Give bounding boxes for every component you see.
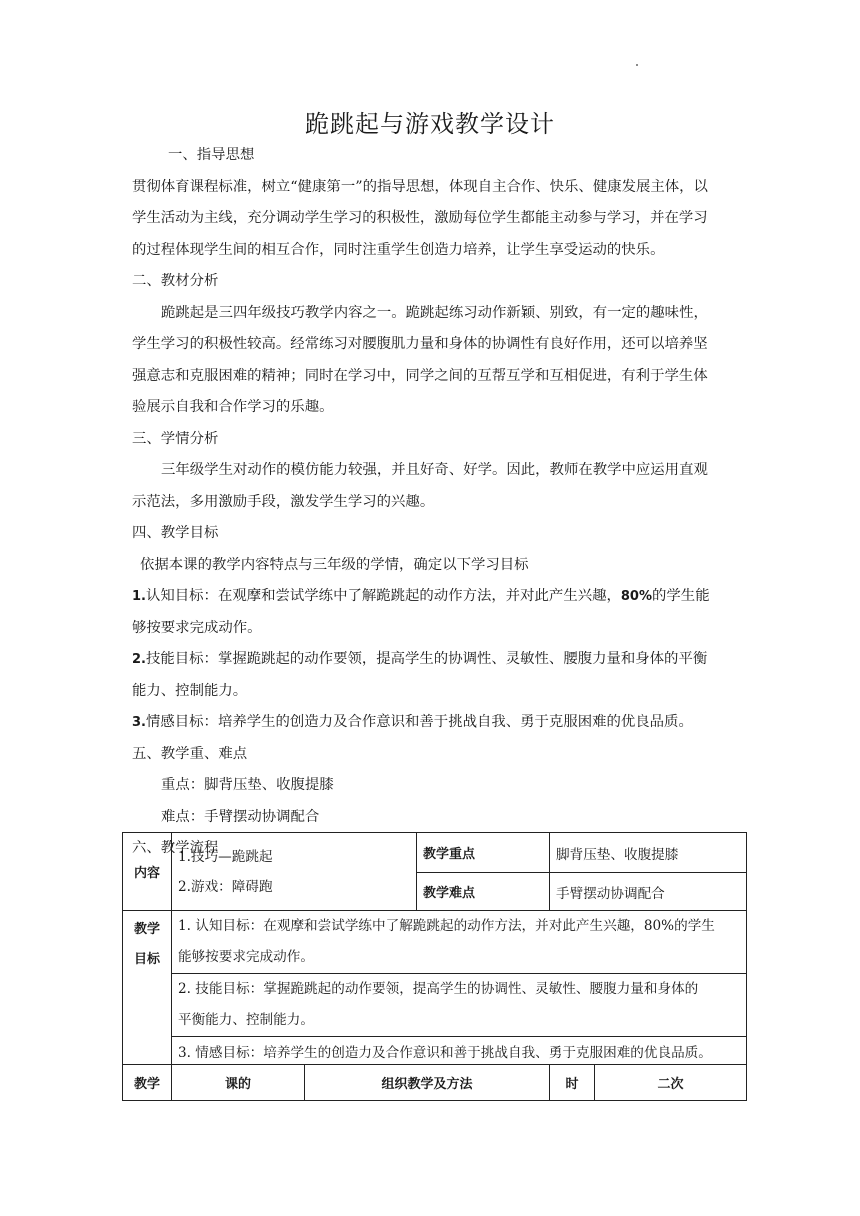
focus-value: 脚背压垫、收腹提膝 — [550, 833, 747, 873]
teaching-flow-table — [122, 832, 747, 1101]
document-body — [132, 140, 738, 865]
table-row — [123, 1065, 747, 1101]
bottom-cell-2: 课的 — [172, 1065, 305, 1101]
section-2-heading: 二、教材分析 — [132, 273, 219, 289]
content-label: 内容 — [123, 833, 172, 911]
section-1-heading: 一、指导思想 — [168, 147, 255, 163]
table-row — [123, 1037, 747, 1065]
goal-line: 平衡能力、控制能力。 — [178, 1012, 314, 1028]
goal-cell-1 — [172, 911, 747, 974]
goal-1-line — [132, 581, 738, 613]
goal-1-number: 1. — [132, 589, 146, 604]
key-point: 重点：脚背压垫、收腹提膝 — [161, 777, 334, 793]
section-1-line: 学生活动为主线，充分调动学生学习的积极性，激励每位学生都能主动参与学习，并在学习 — [132, 210, 708, 226]
section-3-line: 三年级学生对动作的模仿能力较强，并且好奇、好学。因此，教师在教学中应运用直观 — [161, 462, 708, 478]
document-title: 跪跳起与游戏教学设计 — [305, 110, 555, 138]
section-5-heading: 五、教学重、难点 — [132, 745, 248, 762]
section-2-line: 验展示自我和合作学习的乐趣。 — [132, 399, 334, 415]
content-cell — [172, 833, 417, 911]
section-2-line: 强意志和克服困难的精神；同时在学习中，同学之间的互帮互学和互相促进，有利于学生体 — [132, 367, 708, 384]
page-dot — [636, 64, 638, 66]
goal-1-text-b: 的学生能 — [652, 588, 710, 604]
content-item: 2.游戏：障碍跑 — [178, 878, 273, 895]
goal-line: 2. 技能目标：掌握跪跳起的动作要领，提高学生的协调性、灵敏性、腰腹力量和身体的 — [178, 981, 699, 997]
goals-label-line: 目标 — [133, 952, 160, 967]
goal-1-percent: 80% — [620, 589, 653, 604]
section-1-line: 的过程体现学生间的相互合作，同时注重学生创造力培养，让学生享受运动的快乐。 — [132, 241, 665, 258]
section-4-heading: 四、教学目标 — [132, 525, 219, 541]
goal-cell-3: 3. 情感目标：培养学生的创造力及合作意识和善于挑战自我、勇于克服困难的优良品质。 — [172, 1037, 747, 1065]
section-4-intro: 依据本课的教学内容特点与三年级的学情，确定以下学习目标 — [140, 556, 529, 573]
goals-label — [123, 911, 172, 1065]
section-2-line: 学生学习的积极性较高。经常练习对腰腹肌力量和身体的协调性有良好作用，还可以培养坚 — [132, 336, 708, 352]
section-1-line: 贯彻体育课程标准，树立“健康第一”的指导思想，体现自主合作、快乐、健康发展主体，以 — [132, 178, 708, 195]
goal-2-line — [132, 644, 738, 676]
content-item: 1.技巧—跪跳起 — [178, 848, 273, 865]
difficulty-value: 手臂摆动协调配合 — [550, 873, 747, 911]
section-2-line: 跪跳起是三四年级技巧教学内容之一。跪跳起练习动作新颖、别致，有一定的趣味性， — [161, 304, 708, 321]
table-row — [123, 833, 747, 873]
goal-1-text-a: 认知目标：在观摩和尝试学练中了解跪跳起的动作方法，并对此产生兴趣， — [145, 588, 621, 604]
goal-cell-2 — [172, 974, 747, 1037]
goals-label-line: 教学 — [133, 922, 160, 937]
goal-line: 能够按要求完成动作。 — [178, 949, 314, 965]
bottom-cell-4: 时 — [550, 1065, 595, 1101]
focus-label: 教学重点 — [417, 833, 550, 873]
goal-3-number: 3. — [132, 715, 146, 730]
goal-3-text: 情感目标：培养学生的创造力及合作意识和善于挑战自我、勇于克服困难的优良品质。 — [145, 714, 693, 730]
difficulty-label: 教学难点 — [417, 873, 550, 911]
goal-1-line-2: 够按要求完成动作。 — [132, 619, 262, 636]
section-3-heading: 三、学情分析 — [132, 430, 219, 447]
goal-2-line-2: 能力、控制能力。 — [132, 682, 248, 699]
bottom-cell-1: 教学 — [123, 1065, 172, 1101]
goal-2-number: 2. — [132, 652, 146, 667]
table-row — [123, 974, 747, 1037]
section-6-heading: 六、教学流程 — [132, 840, 219, 856]
bottom-cell-5: 二次 — [595, 1065, 747, 1101]
goal-3-line — [132, 707, 738, 739]
goal-2-text-a: 技能目标：掌握跪跳起的动作要领，提高学生的协调性、灵敏性、腰腹力量和身体的平衡 — [145, 651, 708, 667]
table-row — [123, 911, 747, 974]
goal-line: 1. 认知目标：在观摩和尝试学练中了解跪跳起的动作方法，并对此产生兴趣，80%的学生 — [178, 918, 715, 934]
section-3-line: 示范法，多用激励手段，激发学生学习的兴趣。 — [132, 493, 435, 510]
difficult-point: 难点：手臂摆动协调配合 — [161, 808, 320, 825]
bottom-cell-3: 组织教学及方法 — [305, 1065, 550, 1101]
